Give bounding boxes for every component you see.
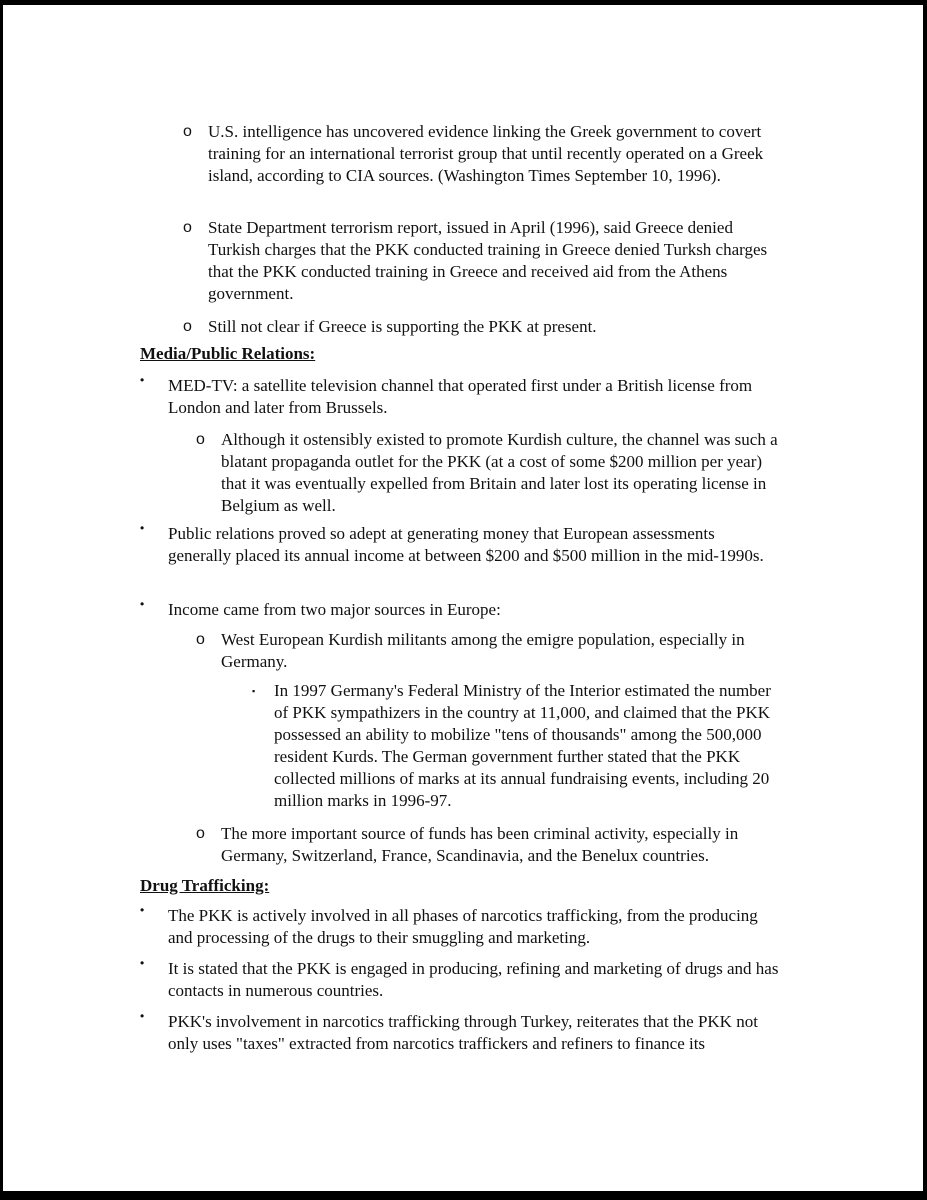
list-item: It is stated that the PKK is engaged in producing, refining and marketing of drugs and has contacts in numerous countries.	[168, 959, 779, 1000]
list-item: PKK's involvement in narcotics trafficking through Turkey, reiterates that the PKK not only uses "taxes" extracted from narcotics traffickers and refiners to finance its	[168, 1012, 758, 1053]
list-item: Income came from two major sources in Europe:	[168, 600, 501, 619]
list-item: State Department terrorism report, issued in April (1996), said Greece denied Turkish charges that the PKK conducted training in Greece denied Turksh charges that the PKK conducted training in Greece and received aid from the Athens government.	[208, 218, 768, 303]
bullet-marker: •	[140, 903, 145, 917]
section-heading-media: Media/Public Relations:	[140, 344, 316, 363]
list-item: Public relations proved so adept at generating money that European assessments generally placed its annual income at between $200 and $500 million in the mid-1990s.	[168, 524, 764, 565]
list-item: Although it ostensibly existed to promote Kurdish culture, the channel was such a blatant propaganda outlet for the PKK (at a cost of some $200 million per year) that it was eventually expelled from Britain and later lost its operating license in Belgium as well.	[221, 430, 778, 515]
list-marker: o	[196, 825, 205, 842]
bullet-marker: •	[140, 521, 145, 535]
document-page	[3, 5, 923, 1191]
list-item: In 1997 Germany's Federal Ministry of the Interior estimated the number of PKK sympathizers in the country at 11,000, and claimed that the PKK possessed an ability to mobilize "tens of thousands" among the 500,000 resident Kurds. The German government further stated that the PKK collected millions of marks at its annual fundraising events, including 20 million marks in 1996-97.	[274, 681, 771, 810]
bullet-marker: •	[140, 373, 145, 387]
list-item: MED-TV: a satellite television channel that operated first under a British license from London and later from Brussels.	[168, 376, 753, 417]
bullet-marker: •	[140, 1009, 145, 1023]
list-item: Still not clear if Greece is supporting the PKK at present.	[208, 317, 597, 336]
list-marker: ▪	[252, 686, 256, 696]
bullet-marker: •	[140, 956, 145, 970]
list-item: The more important source of funds has been criminal activity, especially in Germany, Switzerland, France, Scandinavia, and the Benelux countries.	[221, 824, 739, 865]
list-item: West European Kurdish militants among the emigre population, especially in Germany.	[221, 630, 745, 671]
section-heading-drug: Drug Trafficking:	[140, 876, 270, 895]
list-item: U.S. intelligence has uncovered evidence linking the Greek government to covert training for an international terrorist group that until recently operated on a Greek island, according to CIA sources. (Washington Times September 10, 1996).	[208, 122, 764, 185]
bullet-marker: •	[140, 597, 145, 611]
list-marker: o	[183, 123, 192, 140]
list-marker: o	[183, 219, 192, 236]
list-marker: o	[196, 431, 205, 448]
list-marker: o	[183, 318, 192, 335]
list-marker: o	[196, 631, 205, 648]
list-item: The PKK is actively involved in all phases of narcotics trafficking, from the producing and processing of the drugs to their smuggling and marketing.	[168, 906, 758, 947]
